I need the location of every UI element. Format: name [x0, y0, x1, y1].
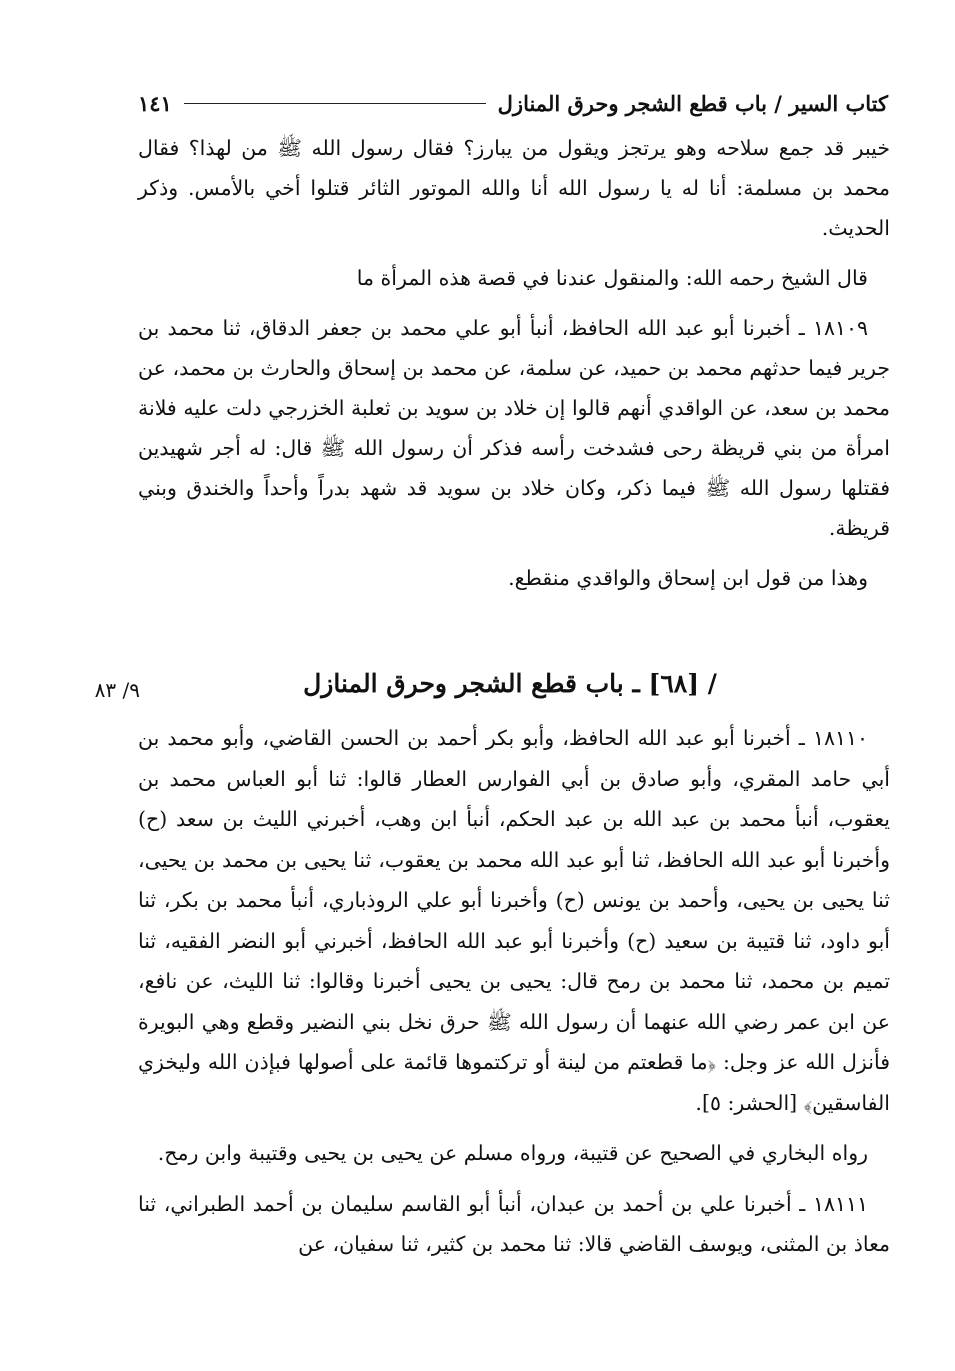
- bottom-body-text: [138, 718, 890, 1265]
- paragraph-sheikh-note: قال الشيخ رحمه الله: والمنقول عندنا في قصة هذه المرأة ما: [356, 266, 868, 290]
- paragraph-continuation: خيبر قد جمع سلاحه وهو يرتجز ويقول من يبارز؟ فقال رسول الله ﷺ من لهذا؟ فقال محمد بن مسلمة: أنا له يا رسول الله أنا والله الموتور الثائر قتلوا أخي بالأمس. وذكر الحديث.: [138, 136, 890, 240]
- hadith-18111: ١٨١١١ ـ أخبرنا علي بن أحمد بن عبدان، أنبأ أبو القاسم سليمان بن أحمد الطبراني، ثنا معاذ بن المثنى، ويوسف القاضي قالا: ثنا محمد بن كثير، ثنا سفيان، عن: [138, 1191, 890, 1256]
- top-body-text: [138, 128, 890, 598]
- paragraph-narration-source: رواه البخاري في الصحيح عن قتيبة، ورواه مسلم عن يحيى بن يحيى وقتيبة وابن رمح.: [157, 1141, 868, 1165]
- running-title: كتاب السير / باب قطع الشجر وحرق المنازل: [497, 90, 888, 116]
- page-number: ١٤١: [138, 90, 172, 116]
- hadith-18110: ١٨١١٠ ـ أخبرنا أبو عبد الله الحافظ، وأبو بكر أحمد بن الحسن القاضي، وأبو محمد بن أبي حامد المقري، وأبو صادق بن أبي الفوارس العطار قالوا: ثنا أبو العباس محمد بن يعقوب، أنبأ محمد بن عبد الله بن عبد الحكم، أنبأ ابن وهب، أخبرني الليث بن سعد (ح) وأخبرنا أبو عبد الله الحافظ، ثنا أبو عبد الله محمد بن يعقوب، ثنا يحيى بن محمد بن يحيى، ثنا يحيى بن يحيى، وأحمد بن يونس (ح) وأخبرنا أبو علي الروذباري، أنبأ محمد بن بكر، ثنا أبو داود، ثنا قتيبة بن سعيد (ح) وأخبرنا أبو عبد الله الحافظ، أخبرني أبو النضر الفقيه، ثنا تميم بن محمد، ثنا محمد بن رمح قال: يحيى بن يحيى أخبرنا وقالوا: ثنا الليث، عن نافع، عن ابن عمر رضي الله عنهما أن رسول الله ﷺ حرق نخل بني النضير وقطع وهي البويرة فأنزل الله عز وجل: ﴿ما قطعتم من لينة أو تركتموها قائمة على أصولها فبإذن الله وليخزي الفاسقين﴾ [الحشر: ٥].: [138, 726, 890, 1115]
- running-header: [138, 86, 888, 120]
- chapter-title: / [٦٨] ـ باب قطع الشجر وحرق المنازل: [303, 669, 717, 698]
- paragraph-commentary: وهذا من قول ابن إسحاق والواقدي منقطع.: [508, 566, 868, 590]
- hadith-18109: ١٨١٠٩ ـ أخبرنا أبو عبد الله الحافظ، أنبأ أبو علي محمد بن جعفر الدقاق، ثنا محمد بن جرير فيما حدثهم محمد بن حميد، عن سلمة، عن محمد بن إسحاق والحارث بن محمد، عن محمد بن سعد، عن الواقدي أنهم قالوا إن خلاد بن سويد بن ثعلبة الخزرجي دلت عليه فلانة امرأة من بني قريظة رحى فشدخت رأسه فذكر أن رسول الله ﷺ قال: له أجر شهيدين فقتلها رسول الله ﷺ فيما ذكر، وكان خلاد بن سويد قد شهد بدراً وأحداً والخندق وبني قريظة.: [138, 316, 890, 540]
- header-rule: [184, 103, 486, 104]
- margin-reference: ٩/ ٨٣: [94, 678, 140, 702]
